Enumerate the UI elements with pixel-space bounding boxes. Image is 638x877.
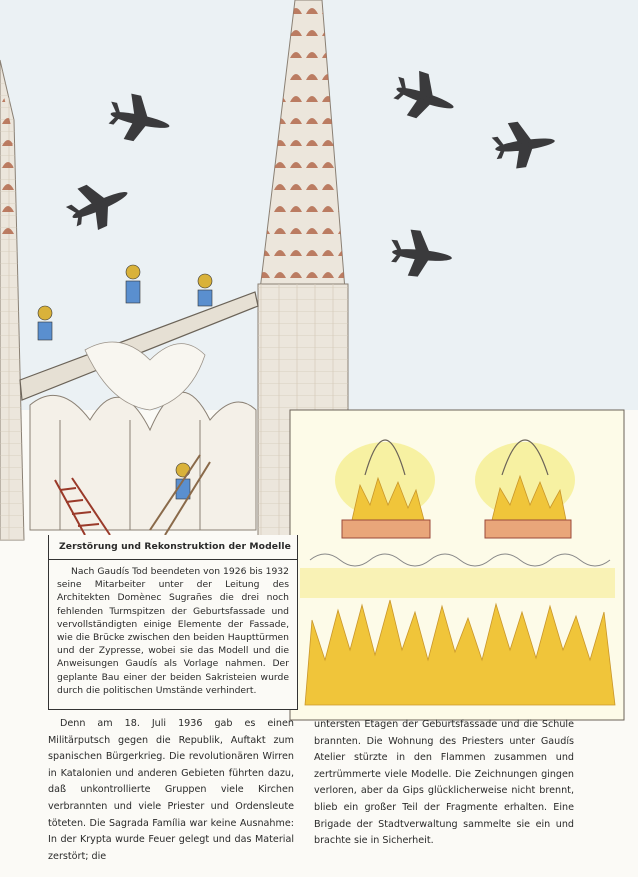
- right-column-text: untersten Etagen der Geburtsfassade und die Schule brannten. Die Wohnung des Priesters unter Gaudís Atelier stürzte in den Flammen zusammen und zertrümmerte viele Modelle. Die Zeichnungen gingen verloren, aber da Gips glücklicherweise nicht brennt, blieb ein großer Teil der Fragmente erhalten. Eine Brigade der Stadtverwaltung sammelte sie ein und brachte sie in Sicherheit.: [314, 719, 574, 847]
- left-column-text: Denn am 18. Juli 1936 gab es einen Militärputsch gegen die Republik, Auftakt zum spanischen Bürgerkrieg. Die revolutionären Wirren in Katalonien und anderen Gebieten führten dazu, daß unkontrollierte Gruppen viele Kirchen verbrannten und viele Priester und Ordensleute töteten. Die Sagrada Família war keine Ausnahme: In der Krypta wurde Feuer gelegt und das Material zerstört; die: [48, 718, 294, 862]
- box-text: Nach Gaudís Tod beendeten von 1926 bis 1932 seine Mitarbeiter unter der Leitung des Architekten Domènec Sugrañes die drei noch fehlenden Turmspitzen der Geburtsfassade und vervollständigten einige Elemente der Fassade, wie die Brücke zwischen den beiden Haupttürmen und der Zypresse, wobei sie das Modell und die Anweisungen Gaudís als Vorlage nahmen. Der geplante Bau einer der beiden Sakristeien wurde durch die politischen Umstände verhindert.: [57, 566, 289, 696]
- info-box: [48, 535, 298, 710]
- fire-panel: [290, 410, 624, 720]
- box-title: Zerstörung und Rekonstruktion der Modelle: [49, 541, 297, 560]
